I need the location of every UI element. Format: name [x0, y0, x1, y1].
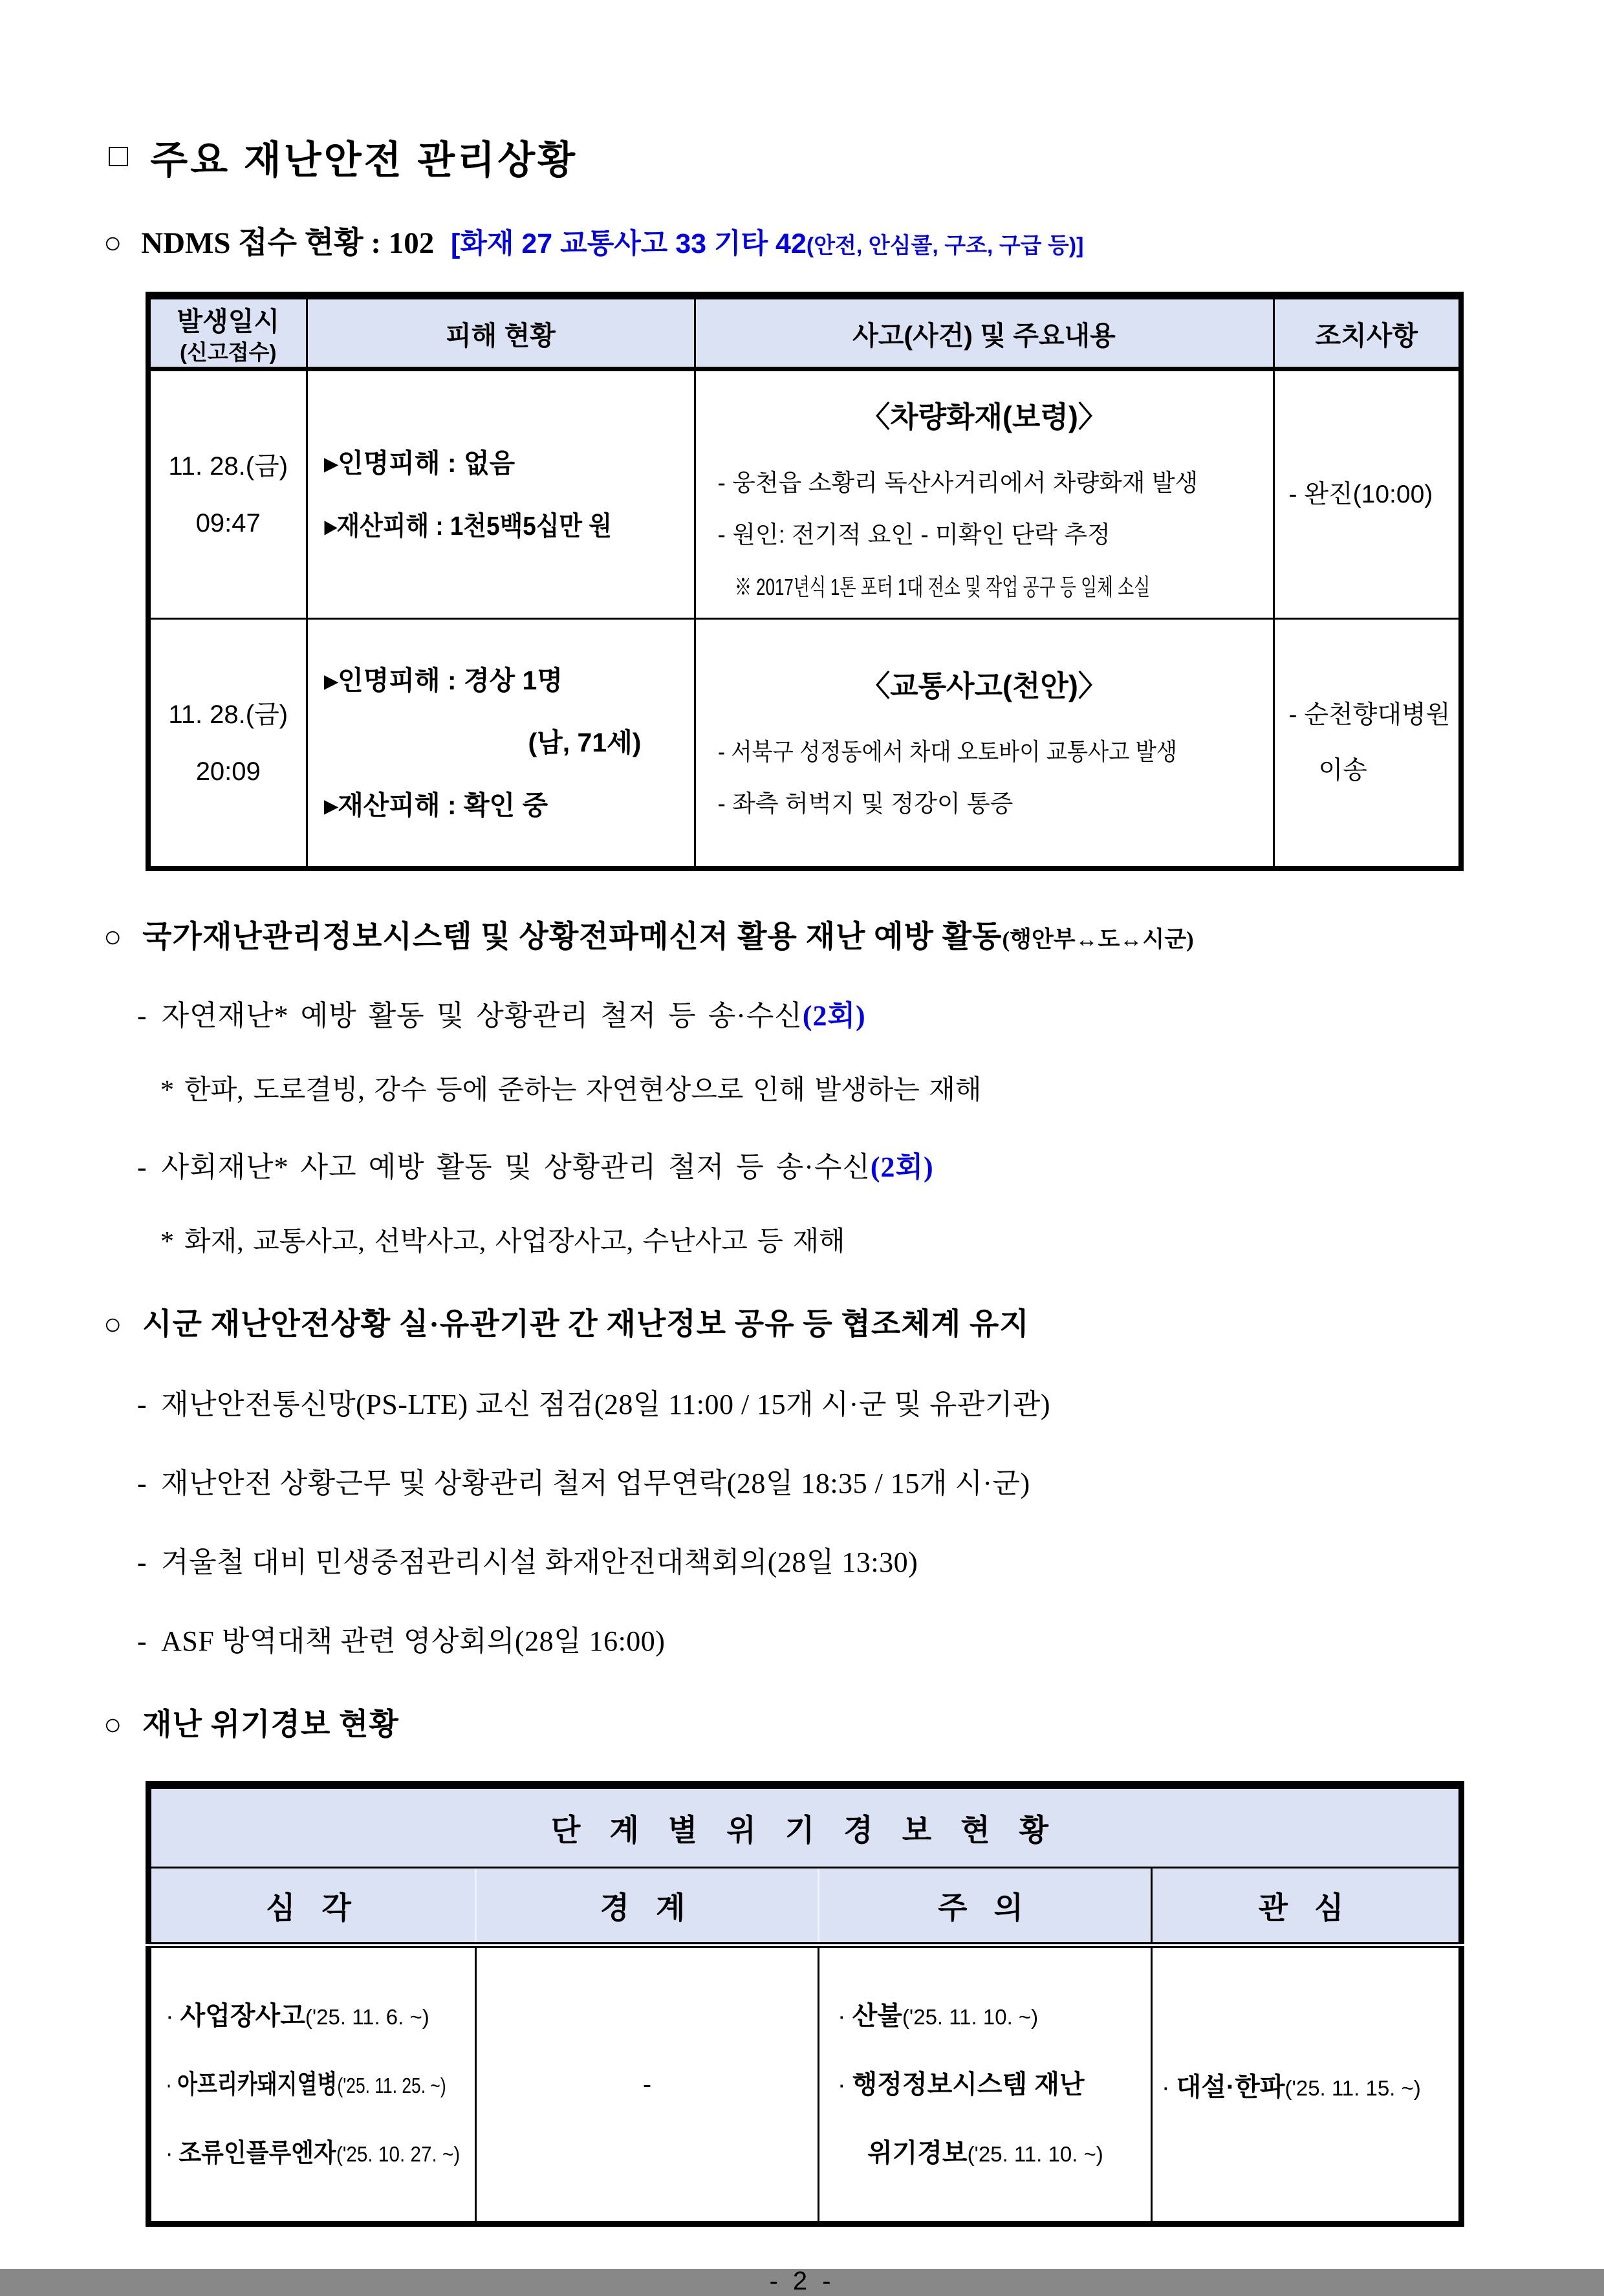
list-item [838, 1982, 1150, 2050]
alert-name: 대설·한파 [1176, 2072, 1285, 2101]
list-item-text: ASF 방역대책 관련 영상회의(28일 16:00) [161, 1625, 666, 1657]
incident-table-header-row [148, 296, 1461, 369]
list-item-note [160, 1220, 1604, 1259]
section-heading-alert [103, 1700, 1604, 1744]
list-item-text: 겨울철 대비 민생중점관리시설 화재안전대책회의(28일 13:30) [161, 1546, 918, 1578]
header-level-caution: 주 의 [819, 1868, 1152, 1945]
caution-alerts-cell [819, 1945, 1152, 2224]
incident1-action [1273, 369, 1461, 619]
dash-bullet-icon: - [137, 1151, 147, 1183]
alert-period: ('25. 11. 15. ~) [1284, 2075, 1421, 2100]
incident2-summary [695, 619, 1273, 869]
dot-bullet-icon: · [1162, 2074, 1170, 2101]
header-action: 조치사항 [1273, 296, 1461, 369]
dot-bullet-icon: · [166, 2003, 174, 2030]
ndms-status-line [103, 219, 1604, 262]
list-item-text: 사회재난* 사고 예방 활동 및 상황관리 철저 등 송·수신 [161, 1151, 871, 1183]
header-incident-summary: 사고(사건) 및 주요내용 [695, 296, 1273, 369]
incident1-time: 09:47 [195, 508, 261, 537]
table-row [149, 1945, 1462, 2224]
list-item-text: 재난안전 상황근무 및 상황관리 철저 업무연락(28일 18:35 / 15개 시·군) [161, 1467, 1030, 1499]
section-heading-text: 재난 위기경보 현황 [142, 1708, 399, 1742]
list-item [838, 2050, 1150, 2119]
incident1-damage [307, 369, 695, 619]
header-col1-main: 발생일시 [177, 307, 279, 336]
empty-placeholder: - [642, 2070, 652, 2099]
header-level-watch: 경 계 [476, 1868, 819, 1945]
dash-bullet-icon: - [137, 1546, 147, 1578]
list-item [137, 1460, 1604, 1501]
count-highlight: (2회) [802, 1000, 866, 1032]
dot-bullet-icon: · [166, 2140, 173, 2167]
circle-bullet-icon: ○ [103, 226, 122, 260]
alert-table-title-row [149, 1785, 1462, 1868]
alert-period: ('25. 11. 25. ~) [337, 2074, 446, 2097]
incident2-damage-line1: ▸인명피해 : 경상 1명 [324, 665, 563, 695]
ndms-breakdown-detail: (안전, 안심콜, 구조, 구급 등)] [806, 233, 1084, 258]
ndms-status-text: NDMS 접수 현황 : 102 [141, 226, 435, 260]
alert-table-title: 단 계 별 위 기 경 보 현 황 [149, 1785, 1462, 1868]
incident2-damage-line2: (남, 71세) [528, 728, 642, 758]
table-row [148, 619, 1461, 869]
page-number: - 2 - [769, 2267, 835, 2295]
alert-level-table [146, 1781, 1464, 2227]
incident2-damage [307, 619, 695, 869]
header-level-interest: 관 심 [1152, 1868, 1462, 1945]
header-level-severe: 심 각 [149, 1868, 476, 1945]
incident2-action-line1: - 순천향대병원 [1288, 700, 1451, 729]
incident1-detail-line1: - 웅천읍 소황리 독산사거리에서 차량화재 발생 [717, 469, 1198, 496]
list-item [838, 2119, 1150, 2187]
table-row [148, 369, 1461, 619]
header-occurrence-datetime [148, 296, 307, 369]
alert-table-header-row [149, 1868, 1462, 1945]
alert-name: 아프리카돼지열병 [177, 2070, 338, 2099]
alert-period: ('25. 11. 10. ~) [902, 2005, 1039, 2029]
list-item-text: 화재, 교통사고, 선박사고, 사업장사고, 수난사고 등 재해 [184, 1227, 845, 1257]
incident2-action-line2: 이송 [1318, 756, 1367, 785]
incident-table [146, 292, 1464, 871]
incident2-action [1273, 619, 1461, 869]
circle-bullet-icon: ○ [103, 1308, 123, 1341]
severe-alerts-cell [149, 1945, 476, 2224]
list-item [166, 2119, 474, 2187]
list-item [137, 992, 1604, 1034]
incident1-date: 11. 28.(금) [168, 451, 288, 481]
alert-name: 조류인플루엔자 [179, 2139, 336, 2167]
dash-bullet-icon: - [137, 1000, 147, 1032]
header-col1-sub: (신고접수) [180, 340, 277, 364]
circle-bullet-icon: ○ [103, 920, 123, 954]
section-heading-text: 시군 재난안전상황 실·유관기관 간 재난정보 공유 등 협조체계 유지 [142, 1308, 1030, 1341]
section-heading-suffix: (행안부↔도↔시군) [1002, 927, 1194, 952]
incident1-damage-line1: ▸인명피해 : 없음 [324, 448, 515, 479]
incident1-summary [695, 369, 1273, 619]
section-heading-prevention [103, 913, 1604, 956]
watch-alerts-cell [476, 1945, 819, 2224]
list-item-text: 재난안전통신망(PS-LTE) 교신 점검(28일 11:00 / 15개 시·군 및 유관기관) [161, 1389, 1050, 1420]
incident1-datetime [148, 369, 307, 619]
asterisk-icon: * [160, 1076, 174, 1105]
alert-name: 사업장사고 [180, 2002, 305, 2030]
incident1-damage-line2: ▸재산피해 : 1천5백5십만 원 [324, 510, 612, 541]
dash-bullet-icon: - [137, 1625, 147, 1657]
page-title-text: 주요 재난안전 관리상황 [150, 138, 578, 182]
list-item-note [160, 1068, 1604, 1107]
list-item-text: 한파, 도로결빙, 강수 등에 준하는 자연현상으로 인해 발생하는 재해 [184, 1076, 982, 1105]
interest-alerts-cell [1152, 1945, 1462, 2224]
section-heading-cooperation [103, 1300, 1604, 1343]
dot-bullet-icon: · [838, 2003, 846, 2030]
header-damage: 피해 현황 [307, 296, 695, 369]
list-item [166, 2050, 474, 2119]
alert-name: 산불 [852, 2002, 902, 2030]
alert-period: ('25. 10. 27. ~) [336, 2142, 461, 2166]
incident2-time: 20:09 [195, 757, 261, 786]
alert-name: 위기경보 [867, 2139, 968, 2167]
alert-period: ('25. 11. 6. ~) [305, 2005, 429, 2029]
page-title [109, 129, 1604, 185]
alert-period: ('25. 11. 10. ~) [967, 2142, 1103, 2166]
list-item [137, 1381, 1604, 1422]
incident2-title: 〈교통사고(천안)〉 [861, 669, 1107, 703]
list-item-text: 자연재난* 예방 활동 및 상황관리 철저 등 송·수신 [161, 1000, 803, 1032]
ndms-breakdown: [화재 27 교통사고 33 기타 42 [451, 228, 807, 259]
square-bullet-icon: □ [109, 137, 131, 173]
list-item [137, 1143, 1604, 1185]
incident2-damage-line3: ▸재산피해 : 확인 중 [324, 790, 548, 820]
asterisk-icon: * [160, 1227, 174, 1257]
count-highlight: (2회) [870, 1151, 934, 1183]
circle-bullet-icon: ○ [103, 1708, 123, 1742]
dash-bullet-icon: - [137, 1467, 147, 1499]
incident1-note: ※ 2017년식 1톤 포터 1대 전소 및 작업 공구 등 일체 소실 [734, 574, 1150, 601]
incident2-detail-line1: - 서북구 성정동에서 차대 오토바이 교통사고 발생 [717, 739, 1177, 766]
incident1-title: 〈차량화재(보령)〉 [861, 400, 1107, 433]
incident1-detail-line2: - 원인: 전기적 요인 - 미확인 단락 추정 [717, 521, 1111, 548]
list-item [166, 1982, 474, 2050]
incident2-date: 11. 28.(금) [168, 700, 288, 729]
incident1-action-line1: - 완진(10:00) [1288, 480, 1433, 508]
incident2-detail-line2: - 좌측 허벅지 및 정강이 통증 [717, 790, 1013, 817]
list-item [1162, 2066, 1458, 2103]
dash-bullet-icon: - [137, 1389, 147, 1420]
section-heading-text: 국가재난관리정보시스템 및 상황전파메신저 활용 재난 예방 활동 [142, 920, 1002, 954]
dot-bullet-icon: · [166, 2072, 173, 2099]
alert-name: 행정정보시스템 재난 [852, 2070, 1085, 2099]
list-item [137, 1618, 1604, 1659]
dot-bullet-icon: · [838, 2072, 846, 2099]
incident2-datetime [148, 619, 307, 869]
list-item [137, 1539, 1604, 1580]
